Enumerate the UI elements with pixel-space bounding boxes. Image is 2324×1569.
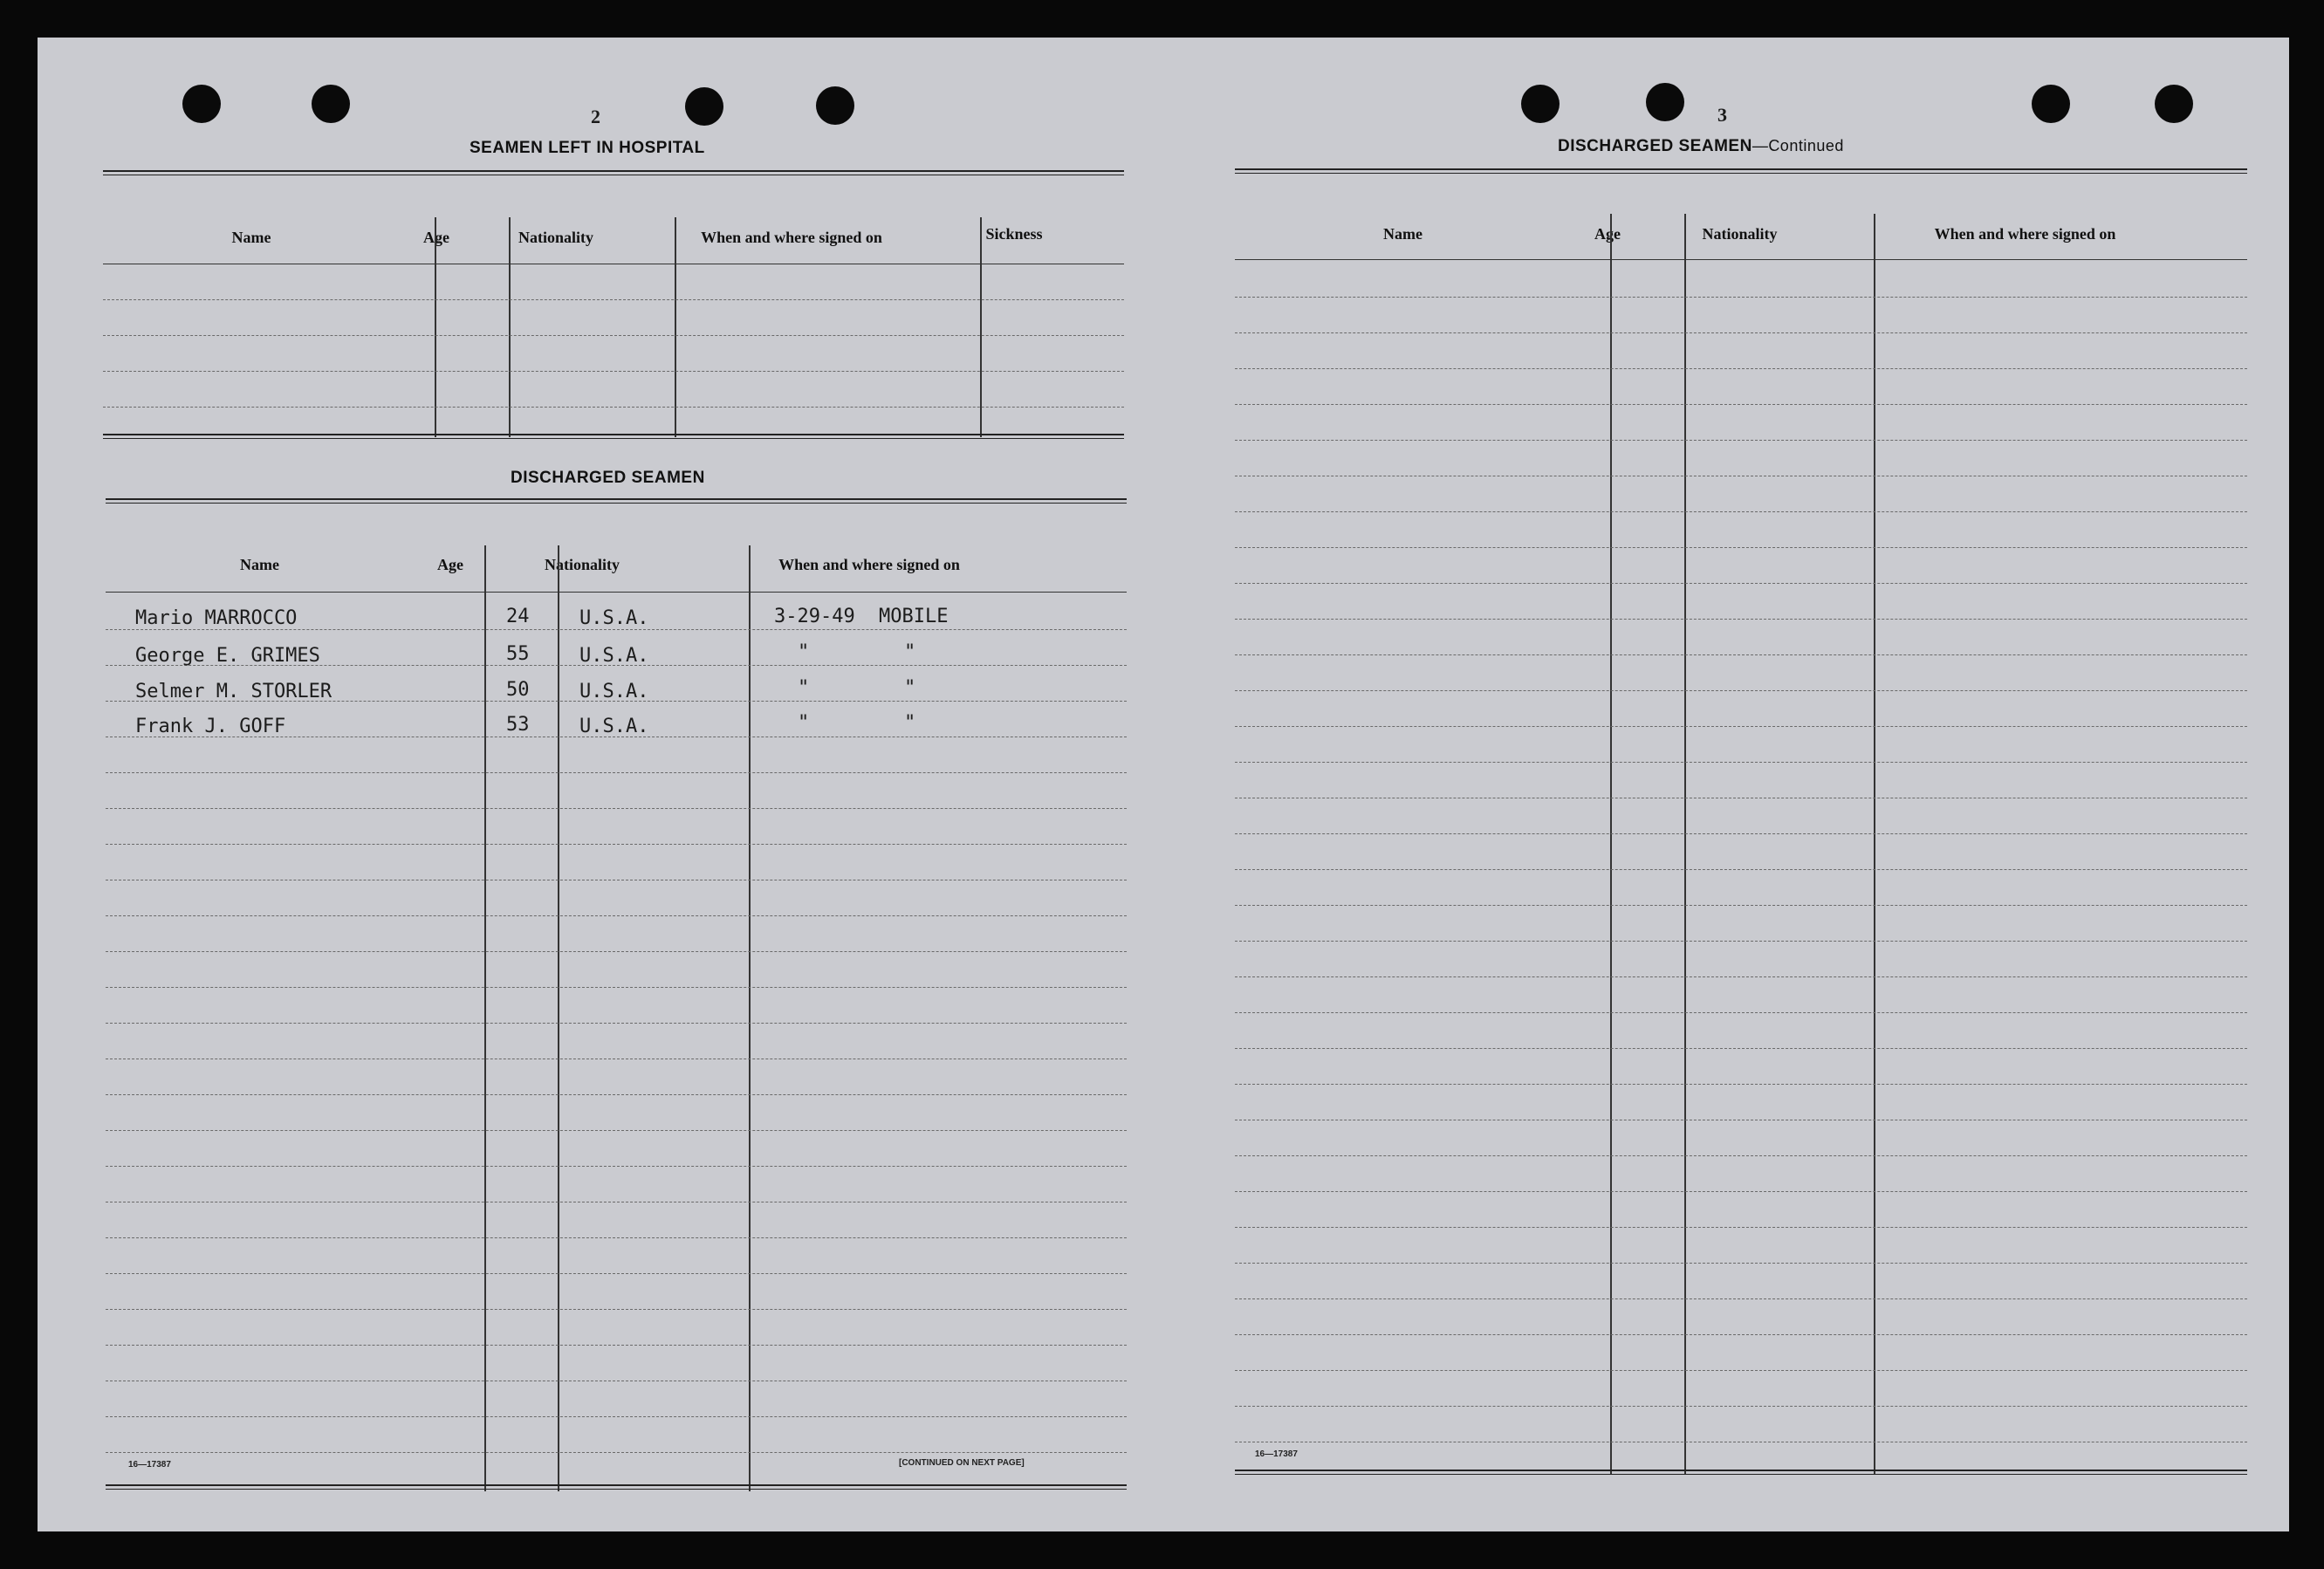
continued-note: [CONTINUED ON NEXT PAGE] [899, 1458, 1025, 1468]
document-page [38, 38, 2289, 1531]
page-number: 3 [1717, 104, 1727, 126]
continued-header-when-where: When and where signed on [1934, 225, 2116, 243]
discharged-continued-title-main: DISCHARGED SEAMEN [1558, 137, 1752, 155]
hospital-header-sickness: Sickness [985, 225, 1043, 243]
discharged-header-nationality: Nationality [544, 556, 620, 573]
seaman-age: 50 [506, 679, 530, 701]
signed-on-place: " [904, 641, 916, 663]
continued-suffix: —Continued [1752, 137, 1844, 154]
seaman-age: 53 [506, 714, 530, 736]
seaman-name: Selmer M. STORLER [135, 681, 332, 702]
form-number: 16—17387 [128, 1460, 171, 1470]
seaman-age: 24 [506, 606, 530, 627]
hospital-header-when-where: When and where signed on [701, 229, 882, 246]
hospital-header-nationality: Nationality [518, 229, 593, 246]
seaman-name: George E. GRIMES [135, 645, 320, 667]
continued-header-nationality: Nationality [1702, 225, 1778, 243]
seaman-age: 55 [506, 643, 530, 665]
punch-hole [816, 86, 854, 125]
seaman-name: Mario MARROCCO [135, 607, 298, 629]
signed-on-date: " [798, 641, 810, 663]
page-number: 2 [591, 106, 600, 127]
punch-hole [1521, 85, 1560, 123]
form-number: 16—17387 [1255, 1449, 1298, 1459]
hospital-table [103, 170, 1124, 484]
punch-hole [685, 87, 723, 126]
punch-hole [312, 85, 350, 123]
punch-hole [2032, 85, 2070, 123]
punch-hole [1646, 83, 1684, 121]
punch-hole [182, 85, 221, 123]
signed-on-date: " [798, 677, 810, 699]
seaman-nationality: U.S.A. [579, 681, 649, 702]
discharged-header-when-where: When and where signed on [778, 556, 960, 573]
signed-on-place: MOBILE [879, 606, 949, 627]
discharged-header-age: Age [437, 556, 463, 573]
hospital-header-age: Age [423, 229, 449, 246]
discharged-section-title: DISCHARGED SEAMEN [511, 469, 705, 487]
continued-header-name: Name [1383, 225, 1423, 243]
seaman-nationality: U.S.A. [579, 716, 649, 737]
seaman-nationality: U.S.A. [579, 607, 649, 629]
discharged-continued-table [1235, 168, 2247, 1477]
punch-hole [2155, 85, 2193, 123]
signed-on-place: " [904, 712, 916, 734]
seaman-name: Frank J. GOFF [135, 716, 286, 737]
signed-on-place: " [904, 677, 916, 699]
hospital-header-name: Name [231, 229, 271, 246]
discharged-header-name: Name [240, 556, 279, 573]
seaman-nationality: U.S.A. [579, 645, 649, 667]
hospital-section-title: SEAMEN LEFT IN HOSPITAL [470, 139, 705, 157]
discharged-continued-title [1558, 137, 1844, 156]
signed-on-date: 3-29-49 [774, 606, 855, 627]
continued-header-age: Age [1594, 225, 1621, 243]
discharged-table [106, 498, 1127, 1493]
signed-on-date: " [798, 712, 810, 734]
